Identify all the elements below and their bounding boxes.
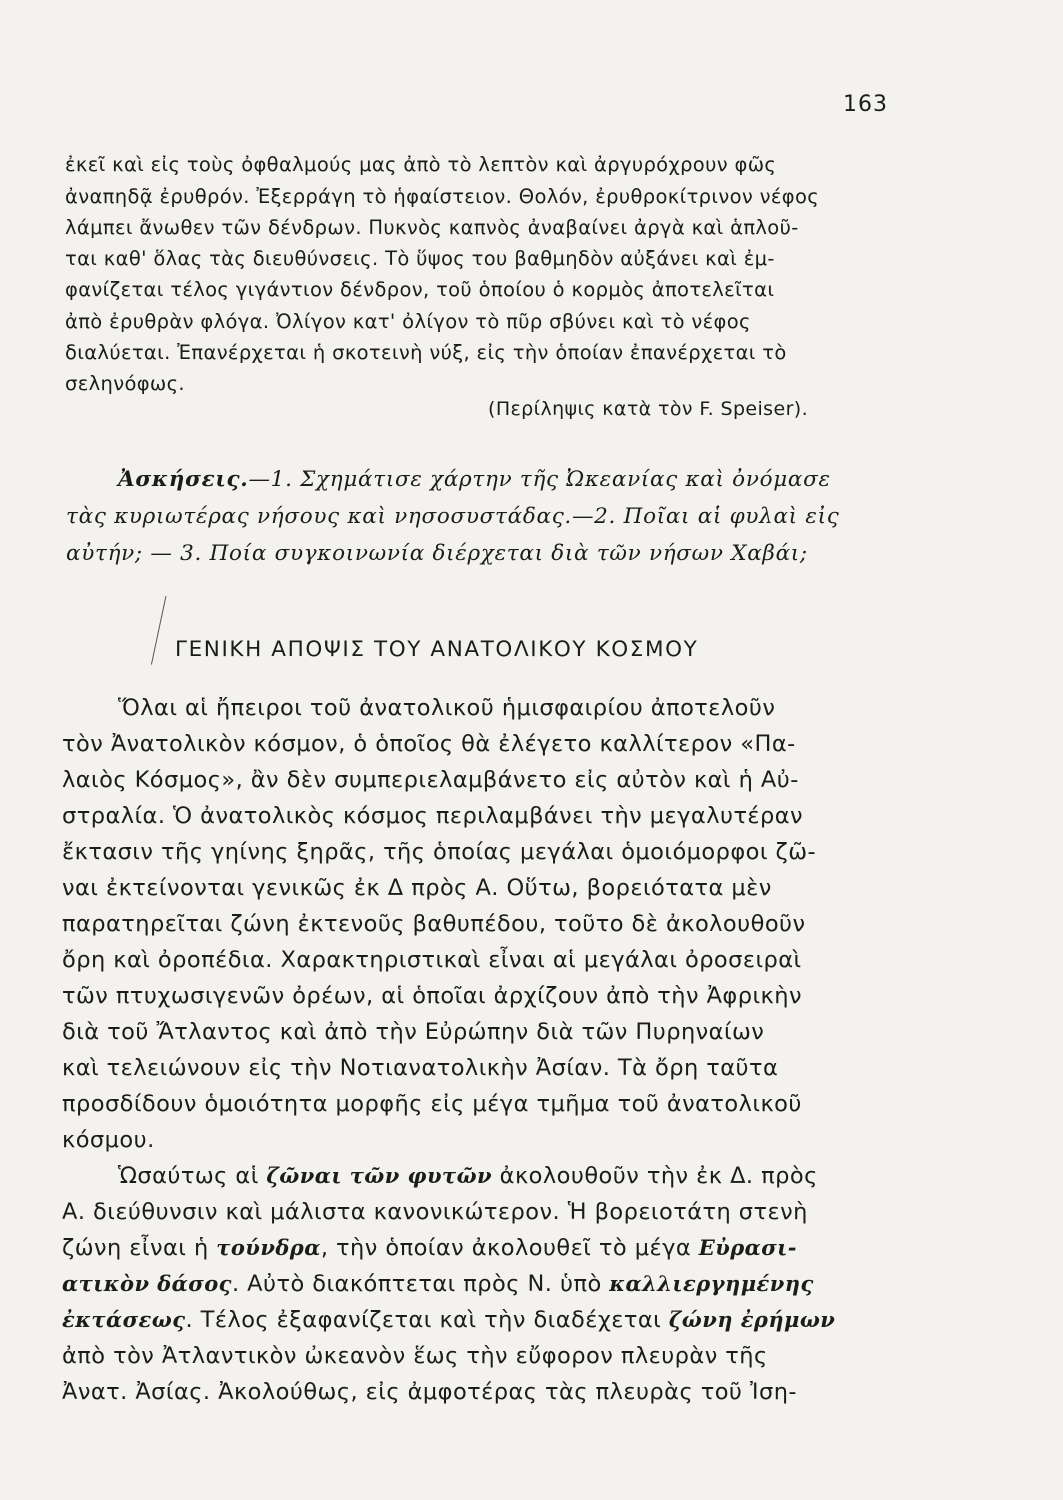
text-line: ναι ἐκτείνονται γενικῶς ἐκ Δ πρὸς Α. Οὕτω, βορειότατα μὲν — [62, 875, 772, 901]
emphasis: ἐκτάσεως — [62, 1307, 186, 1332]
source-note: (Περίληψις κατὰ τὸν F. Speiser). — [488, 398, 809, 420]
text-line: τὸν Ἀνατολικὸν κόσμον, ὁ ὁποῖος θὰ ἐλέγετο καλλίτερον «Πα- — [62, 731, 796, 757]
text-line: ἐκεῖ καὶ εἰς τοὺς ὀφθαλμούς μας ἀπὸ τὸ λεπτὸν καὶ ἀργυρόχρουν φῶς — [65, 153, 777, 176]
text-line: Α. διεύθυνσιν καὶ μάλιστα κανονικώτερον. Ἡ βορειοτάτη στενὴ — [62, 1199, 808, 1225]
emphasis: καλλιεργημένης — [609, 1271, 814, 1296]
exercises-line: Ἀσκήσεις.—1. Σχημάτισε χάρτην τῆς Ὠκεανίας καὶ ὀνόμασε — [118, 467, 831, 492]
text-line: Ἀνατ. Ἀσίας. Ἀκολούθως, εἰς ἀμφοτέρας τὰς πλευρὰς τοῦ Ἰση- — [62, 1379, 797, 1405]
text-line: ὄρη καὶ ὀροπέδια. Χαρακτηριστικαὶ εἶναι αἱ μεγάλαι ὀροσειραὶ — [62, 947, 802, 973]
text-line: Ὅλαι αἱ ἤπειροι τοῦ ἀνατολικοῦ ἡμισφαιρίου ἀποτελοῦν — [118, 695, 776, 721]
text-line: τῶν πτυχωσιγενῶν ὀρέων, αἱ ὁποῖαι ἀρχίζουν ἀπὸ τὴν Ἀφρικὴν — [62, 983, 802, 1009]
text-line: καὶ τελειώνουν εἰς τὴν Νοτιανατολικὴν Ἀσίαν. Τὰ ὄρη ταῦτα — [62, 1055, 779, 1081]
text-line: ἐκτάσεως. Τέλος ἐξαφανίζεται καὶ τὴν διαδέχεται ζώνη ἐρήμων — [62, 1307, 836, 1333]
emphasis: ατικὸν δάσος — [62, 1271, 232, 1296]
text-line: Ὡσαύτως αἱ ζῶναι τῶν φυτῶν ἀκολουθοῦν τὴν ἐκ Δ. πρὸς — [118, 1163, 818, 1189]
exercises-line: τὰς κυριωτέρας νήσους καὶ νησοσυστάδας.—2. Ποῖαι αἱ φυλαὶ εἰς — [66, 504, 840, 529]
text-line: ἀναπηδᾷ ἐρυθρόν. Ἐξερράγη τὸ ἡφαίστειον. Θολόν, ἐρυθροκίτρινον νέφος — [65, 185, 820, 208]
page-number: 163 — [843, 92, 888, 117]
text-line: προσδίδουν ὁμοιότητα μορφῆς εἰς μέγα τμῆμα τοῦ ἀνατολικοῦ — [62, 1091, 802, 1117]
emphasis: ζῶναι τῶν φυτῶν — [266, 1163, 493, 1188]
text-line: παρατηρεῖται ζώνη ἐκτενοῦς βαθυπέδου, τοῦτο δὲ ἀκολουθοῦν — [62, 911, 806, 937]
exercises-label: Ἀσκήσεις. — [118, 467, 249, 492]
emphasis: Εὐρασι- — [698, 1235, 797, 1260]
emphasis: τούνδρα — [216, 1235, 321, 1260]
text-line: στραλία. Ὁ ἀνατολικὸς κόσμος περιλαμβάνει τὴν μεγαλυτέραν — [62, 803, 804, 829]
text-line: ται καθ' ὅλας τὰς διευθύνσεις. Τὸ ὕψος του βαθμηδὸν αὐξάνει καὶ ἐμ- — [65, 247, 775, 270]
text-line: κόσμου. — [62, 1127, 155, 1153]
text-line: ἀπὸ ἐρυθρὰν φλόγα. Ὀλίγον κατ' ὀλίγον τὸ πῦρ σβύνει καὶ τὸ νέφος — [65, 310, 751, 333]
text-line: λαιὸς Κόσμος», ἂν δὲν συμπεριελαμβάνετο εἰς αὐτὸν καὶ ἡ Αὐ- — [62, 767, 799, 793]
text-line: διὰ τοῦ Ἄτλαντος καὶ ἀπὸ τὴν Εὐρώπην διὰ τῶν Πυρηναίων — [62, 1019, 765, 1045]
text-line: ἔκτασιν τῆς γηίνης ξηρᾶς, τῆς ὁποίας μεγάλαι ὁμοιόμορφοι ζῶ- — [62, 839, 817, 865]
exercises-line: αὐτήν; — 3. Ποία συγκοινωνία διέρχεται διὰ τῶν νήσων Χαβάι; — [66, 541, 808, 566]
emphasis: ζώνη ἐρήμων — [668, 1307, 836, 1332]
text-line: ατικὸν δάσος. Αὐτὸ διακόπτεται πρὸς Ν. ὑπὸ καλλιεργημένης — [62, 1271, 814, 1297]
text-line: λάμπει ἄνωθεν τῶν δένδρων. Πυκνὸς καπνὸς ἀναβαίνει ἀργὰ καὶ ἁπλοῦ- — [65, 216, 799, 239]
text-line: ζώνη εἶναι ἡ τούνδρα, τὴν ὁποίαν ἀκολουθεῖ τὸ μέγα Εὐρασι- — [62, 1235, 797, 1261]
section-heading: ΓΕΝΙΚΗ ΑΠΟΨΙΣ ΤΟΥ ΑΝΑΤΟΛΙΚΟΥ ΚΟΣΜΟΥ — [175, 637, 699, 662]
text-line: σεληνόφως. — [65, 372, 185, 395]
text-line: ἀπὸ τὸν Ἀτλαντικὸν ὠκεανὸν ἕως τὴν εὔφορον πλευρὰν τῆς — [62, 1343, 768, 1369]
text-line: φανίζεται τέλος γιγάντιον δένδρον, τοῦ ὁποίου ὁ κορμὸς ἀποτελεῖται — [65, 278, 775, 301]
text-line: διαλύεται. Ἐπανέρχεται ἡ σκοτεινὴ νύξ, εἰς τὴν ὁποίαν ἐπανέρχεται τὸ — [65, 341, 787, 364]
